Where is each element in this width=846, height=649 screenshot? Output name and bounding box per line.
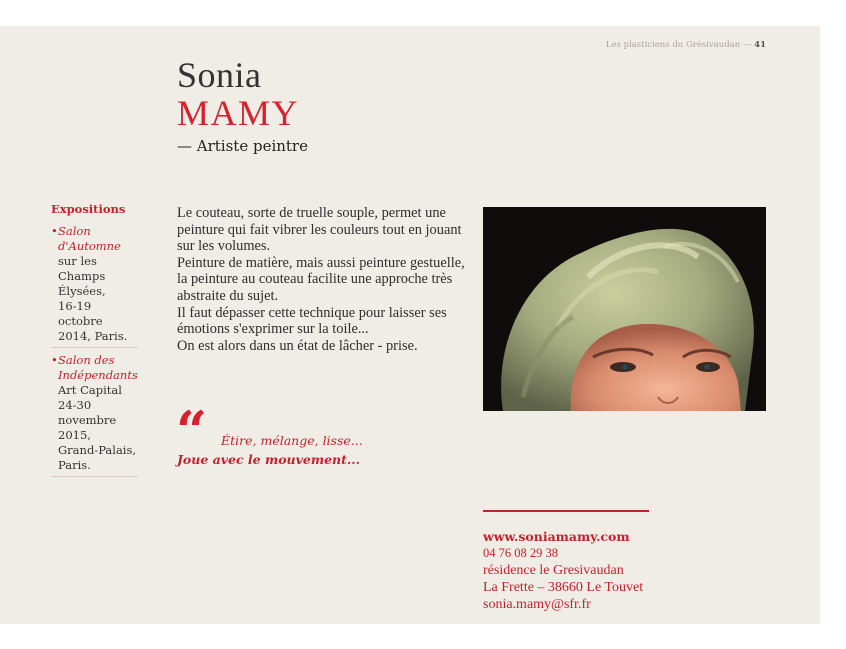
portrait-illustration [483, 207, 766, 411]
page-number: 41 [754, 40, 766, 50]
artist-last-name: MAMY [177, 93, 300, 133]
exhibition-details: sur les Champs Élysées, 16-19 octobre 2014, Paris. [58, 254, 128, 343]
page [0, 26, 820, 624]
website-link[interactable]: www.soniamamy.com [483, 529, 630, 544]
quote-line-2: Joue avec le mouvement... [177, 452, 360, 467]
contact-divider [483, 510, 649, 512]
artist-first-name: Sonia [177, 55, 262, 95]
running-header [606, 40, 766, 50]
exhibitions-heading: Expositions [51, 202, 126, 216]
artist-role: — Artiste peintre [177, 137, 308, 155]
address-line-2: La Frette – 38660 Le Touvet [483, 580, 644, 595]
exhibition-title: Salon des Indépendants [58, 353, 138, 382]
quote-mark-icon: “ [176, 399, 205, 463]
artist-portrait [483, 207, 766, 411]
bullet-icon: • [51, 224, 58, 238]
body-paragraph: Il faut dépasser cette technique pour laisser ses émotions s'exprimer sur la toile... [177, 304, 447, 338]
exhibition-item [51, 353, 138, 477]
body-paragraph: Peinture de matière, mais aussi peinture gestuelle, la peinture au couteau facilite une approche très abstraite du sujet. [177, 254, 465, 304]
exhibitions-list [51, 224, 138, 482]
contact-block [483, 528, 643, 613]
running-title: Les plasticiens du Grésivaudan — [605, 40, 752, 50]
email-link[interactable]: sonia.mamy@sfr.fr [483, 597, 591, 612]
body-paragraph: On est alors dans un état de lâcher - prise. [177, 337, 418, 354]
exhibition-details: Art Capital 24-30 novembre 2015, Grand-Palais, Paris. [58, 383, 137, 472]
bullet-icon: • [51, 353, 58, 367]
body-paragraph: Le couteau, sorte de truelle souple, permet une peinture qui fait vibrer les couleurs tout en jouant sur les volumes. [177, 205, 462, 255]
exhibition-title: Salon d'Automne [58, 224, 121, 253]
quote-line-1: Étire, mélange, lisse... [221, 433, 363, 448]
exhibition-item [51, 224, 138, 348]
body-text [177, 205, 467, 354]
address-line-1: résidence le Gresivaudan [483, 563, 624, 578]
phone-number: 04 76 08 29 38 [483, 546, 558, 560]
